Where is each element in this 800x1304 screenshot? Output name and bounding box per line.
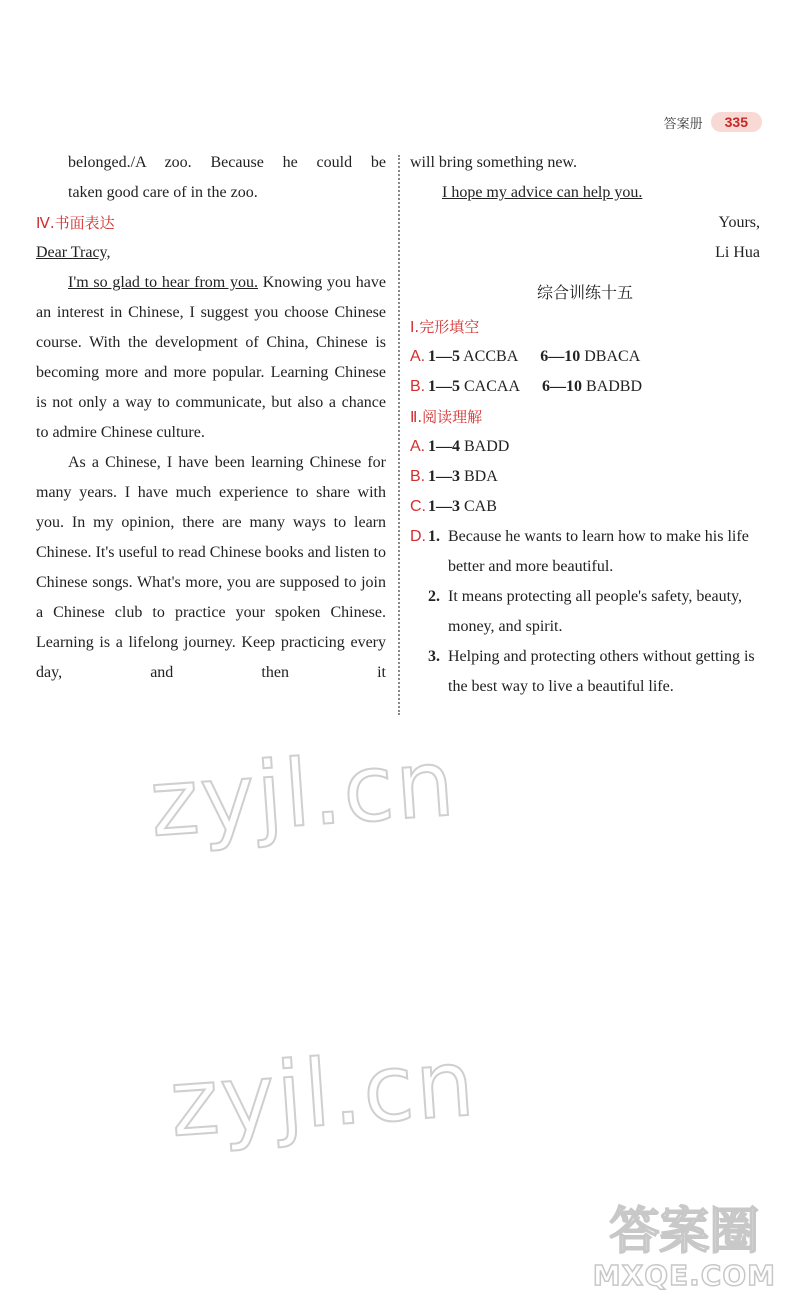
answer-row (410, 342, 760, 372)
answer-text: 1—5 ACCBA 6—10 DBACA (428, 348, 641, 365)
answer-letter: B. (410, 468, 426, 485)
greeting-text: Dear Tracy, (36, 244, 111, 261)
closing-text: I hope my advice can help you. (442, 184, 643, 201)
logo-domain: MXQE.COM (592, 1259, 776, 1292)
watermark: zyjl.cn (166, 1029, 480, 1158)
letter-closing (410, 178, 760, 208)
answer-row (410, 432, 760, 462)
column-divider (398, 155, 400, 715)
logo-text: 答案圈 (609, 1202, 760, 1260)
exercise-title: 综合训练十五 (536, 283, 633, 302)
paragraph-1-body: Knowing you have an interest in Chinese, I suggest you choose Chinese course. With the development of China, Chinese is becoming more and more popular. Learning Chinese is not only a way to communicate, but also a chance to admire Chinese culture. (36, 274, 386, 441)
continuation-line-1: belonged./A zoo. Because he could be (68, 154, 386, 171)
answer-letter: A. (410, 438, 426, 455)
signature-yours: Yours, (718, 214, 760, 231)
paragraph-1-opening: I'm so glad to hear from you. (68, 274, 258, 291)
answer-text: 1—5 CACAA 6—10 BADBD (428, 378, 643, 395)
answer-row (410, 492, 760, 522)
answer-letter: C. (410, 498, 426, 515)
continuation-line-2: taken good care of in the zoo. (68, 184, 258, 201)
right-column (410, 148, 760, 702)
d-answer-item: 3. Helping and protecting others without getting is the best way to live a beautiful life. (428, 648, 755, 695)
page-header (664, 112, 762, 132)
answer-text: 1—4 BADD (428, 438, 510, 455)
letter-greeting (36, 238, 386, 268)
page-number: 335 (711, 112, 762, 132)
watermark: zyjl.cn (146, 729, 460, 858)
header-label: 答案册 (663, 116, 703, 132)
answer-text: 1—3 CAB (428, 498, 497, 515)
d-answer-item: 1. Because he wants to learn how to make his life better and more beautiful. (428, 528, 749, 575)
answer-text: 1—3 BDA (428, 468, 498, 485)
answer-letter: D. (410, 528, 426, 545)
answer-letter: B. (410, 378, 426, 395)
signature-name: Li Hua (715, 244, 760, 261)
answer-row-d (410, 522, 760, 702)
d-answers (428, 522, 760, 702)
section-cloze-title: Ⅰ.完形填空 (410, 318, 480, 336)
letter-paragraph-1 (36, 268, 386, 448)
site-logo (593, 1203, 776, 1292)
answer-row (410, 372, 760, 402)
d-answer-item: 2. It means protecting all people's safety, beauty, money, and spirit. (428, 588, 743, 635)
letter-continuation: will bring something new. (410, 154, 577, 171)
section-writing-title: Ⅳ.书面表达 (36, 214, 115, 232)
section-reading-title: Ⅱ.阅读理解 (410, 408, 483, 426)
letter-paragraph-2: As a Chinese, I have been learning Chinese for many years. I have much experience to share with you. In my opinion, there are many ways to learn Chinese. It's useful to read Chinese books and listen to Chinese songs. What's more, you are supposed to join a Chinese club to practice your spoken Chinese. Learning is a lifelong journey. Keep practicing every day, and then it (36, 454, 386, 681)
left-column (36, 148, 386, 688)
answer-letter: A. (410, 348, 426, 365)
answer-row (410, 462, 760, 492)
